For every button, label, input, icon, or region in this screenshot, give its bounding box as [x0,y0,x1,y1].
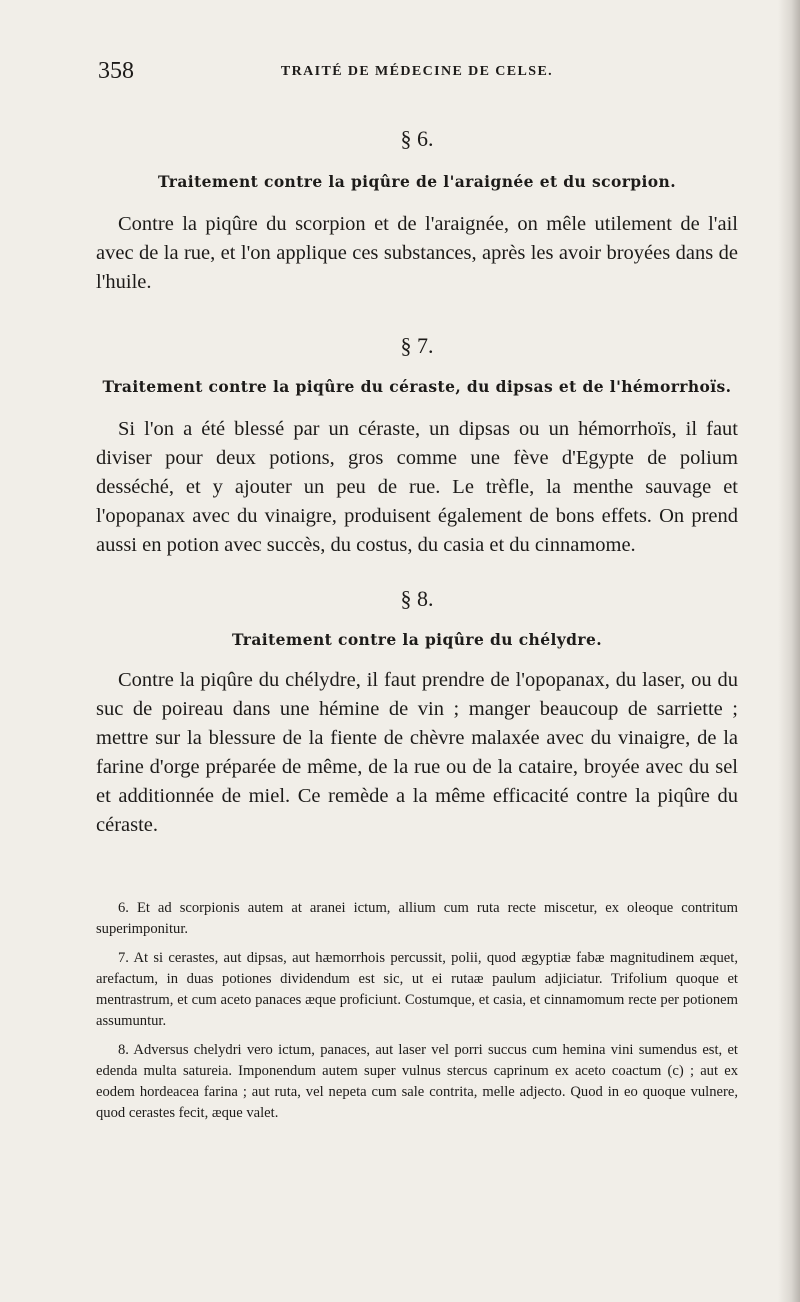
section-title: Traitement contre la piqûre de l'araignée et du scorpion. [157,172,677,191]
page-edge-shadow [778,0,800,1302]
section-7 [96,333,738,560]
section-mark: § 8. [400,586,434,611]
book-page [96,58,738,1124]
footnote: 8. Adversus chelydri vero ictum, panaces, aut laser vel porri succus cum hemina vini sumendus est, et edenda multa satureia. Imponendum autem super vulnus stercus caprinum ex aceto coactum (c) ; aut ex eodem hordeacea farina ; aut ruta, vel nepeta cum sale contrita, melle adjecto. Quod in eo quoque vulnere, quod cerastes fecit, æque valet. [96,1042,738,1121]
section-mark: § 7. [400,333,434,358]
section-text: Contre la piqûre du scorpion et de l'araignée, on mêle utilement de l'ail avec de la rue, et l'on applique ces substances, après les avoir broyées dans de l'huile. [96,213,738,293]
section-text: Si l'on a été blessé par un céraste, un dipsas ou un hémorrhoïs, il faut diviser pour deux potions, gros comme une fève d'Egypte de polium desséché, et y ajouter un peu de rue. Le trèfle, la menthe sauvage et l'opopanax avec du vinaigre, produisent également de bons effets. On prend aussi en potion avec succès, du costus, du casia et du cinnamome. [96,418,738,556]
footnote: 7. At si cerastes, aut dipsas, aut hæmorrhois percussit, polii, quod ægyptiæ fabæ magnitudinem æquet, arefactum, in duas potiones dividendum est sic, ut ei rutaæ paulum adjiciatur. Trifolium quoque et mentrastrum, et cum aceto panaces æque proficiunt. Costumque, et casia, et cinnamomum recte per potionem assumuntur. [96,950,738,1029]
footnotes [96,898,738,1124]
section-title: Traitement contre la piqûre du céraste, du dipsas et de l'hémorrhoïs. [102,377,732,396]
section-8 [96,586,738,840]
page-number: 358 [98,58,134,84]
section-title: Traitement contre la piqûre du chélydre. [231,630,603,649]
section-mark: § 6. [400,126,434,151]
section-text: Contre la piqûre du chélydre, il faut prendre de l'opopanax, du laser, ou du suc de poireau dans une hémine de vin ; manger beaucoup de sarriette ; mettre sur la blessure de la fiente de chèvre malaxée avec du vinaigre, de la farine d'orge préparée de même, de la rue ou de la cataire, broyée avec du sel et additionnée de miel. Ce remède a la même efficacité contre la piqûre du céraste. [96,669,738,836]
section-6 [96,126,738,297]
running-title: TRAITÉ DE MÉDECINE DE CELSE. [280,64,554,79]
running-head [96,58,738,90]
footnote: 6. Et ad scorpionis autem at aranei ictum, allium cum ruta recte miscetur, ex oleoque contritum superimponitur. [96,900,738,937]
